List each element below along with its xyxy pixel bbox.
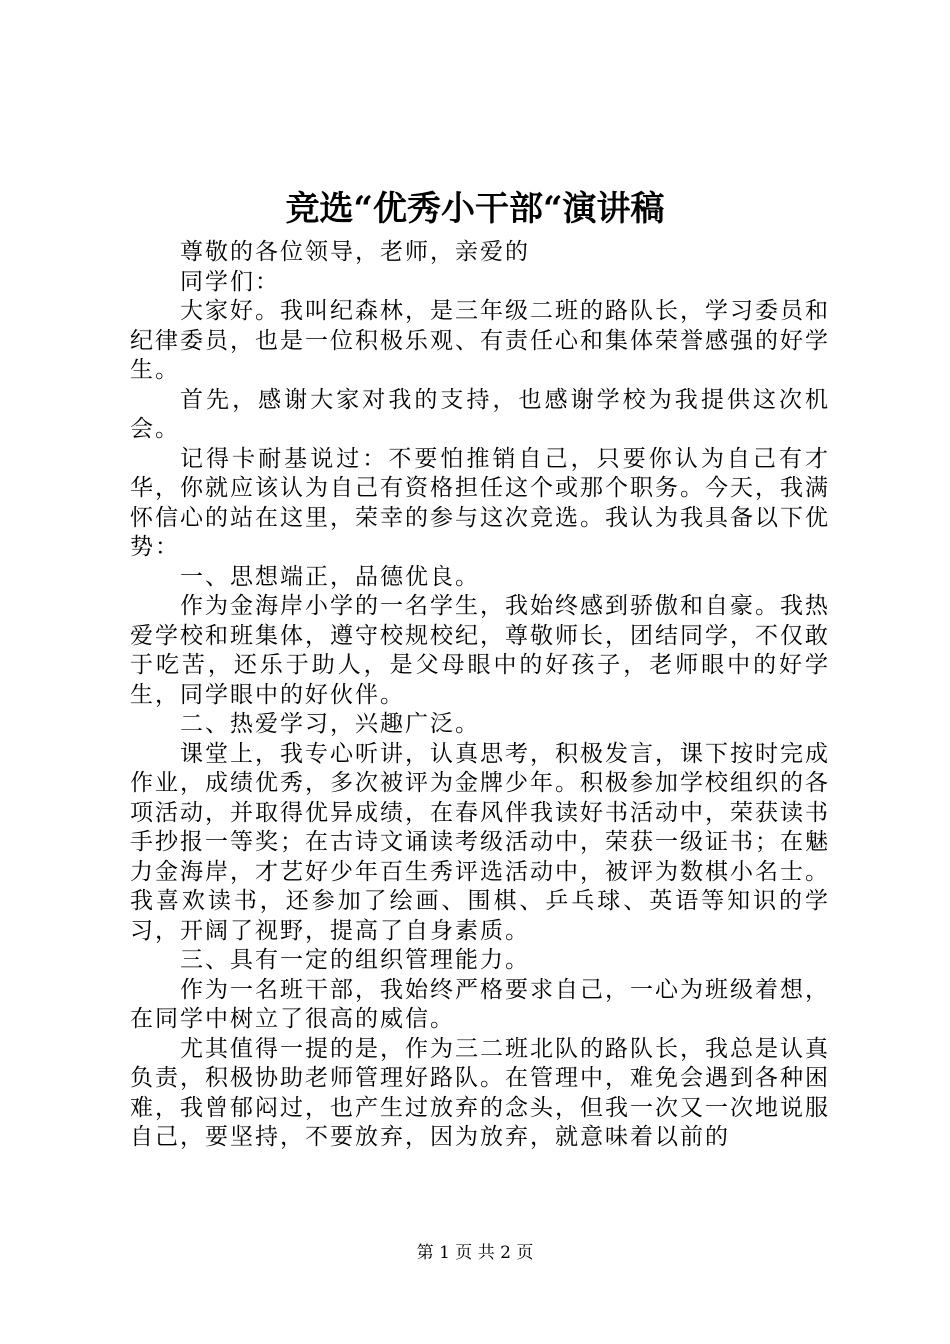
document-title: 竞选“优秀小干部“演讲稿 [285,189,665,229]
page-footer: 第 1 页 共 2 页 [416,1243,534,1263]
section-heading-1: 一、思想端正，品德优良。 [180,563,480,590]
salutation-line-2: 同学们： [180,268,280,295]
paragraph-quote: 记得卡耐基说过：不要怕推销自己，只要你认为自己有才华，你就应该认为自己有资格担任这个或那个职务。今天，我满怀信心的站在这里，荣幸的参与这次竞选。我认为我具备以下优势： [130,445,830,560]
paragraph-section-3: 作为一名班干部，我始终严格要求自己，一心为班级着想，在同学中树立了很高的威信。 [130,976,830,1032]
section-heading-3: 三、具有一定的组织管理能力。 [180,947,530,973]
paragraph-thanks: 首先，感谢大家对我的支持，也感谢学校为我提供这次机会。 [130,386,830,442]
paragraph-route-leader: 尤其值得一提的是，作为三二班北队的路队长，我总是认真负责，积极协助老师管理好路队。在管理中，难免会遇到各种困难，我曾郁闷过，也产生过放弃的念头，但我一次又一次地说服自己，要坚持，不要放弃，因为放弃，就意味着以前的 [130,1035,830,1150]
section-heading-2: 二、热爱学习，兴趣广泛。 [180,711,480,737]
paragraph-section-2: 课堂上，我专心听讲，认真思考，积极发言，课下按时完成作业，成绩优秀，多次被评为金牌少年。积极参加学校组织的各项活动，并取得优异成绩，在春风伴我读好书活动中，荣获读书手抄报一等奖；在古诗文诵读考级活动中，荣获一级证书；在魅力金海岸，才艺好少年百生秀评选活动中，被评为数棋小名士。我喜欢读书，还参加了绘画、围棋、乒乓球、英语等知识的学习，开阔了视野，提高了自身素质。 [130,740,830,944]
salutation-line-1: 尊敬的各位领导，老师，亲爱的 [180,239,530,265]
document-body [130,238,830,1153]
paragraph-section-1: 作为金海岸小学的一名学生，我始终感到骄傲和自豪。我热爱学校和班集体，遵守校规校纪，尊敬师长，团结同学，不仅敢于吃苦，还乐于助人，是父母眼中的好孩子，老师眼中的好学生，同学眼中的好伙伴。 [130,593,830,708]
paragraph-introduction: 大家好。我叫纪森林，是三年级二班的路队长，学习委员和纪律委员，也是一位积极乐观、有责任心和集体荣誉感强的好学生。 [130,298,830,383]
